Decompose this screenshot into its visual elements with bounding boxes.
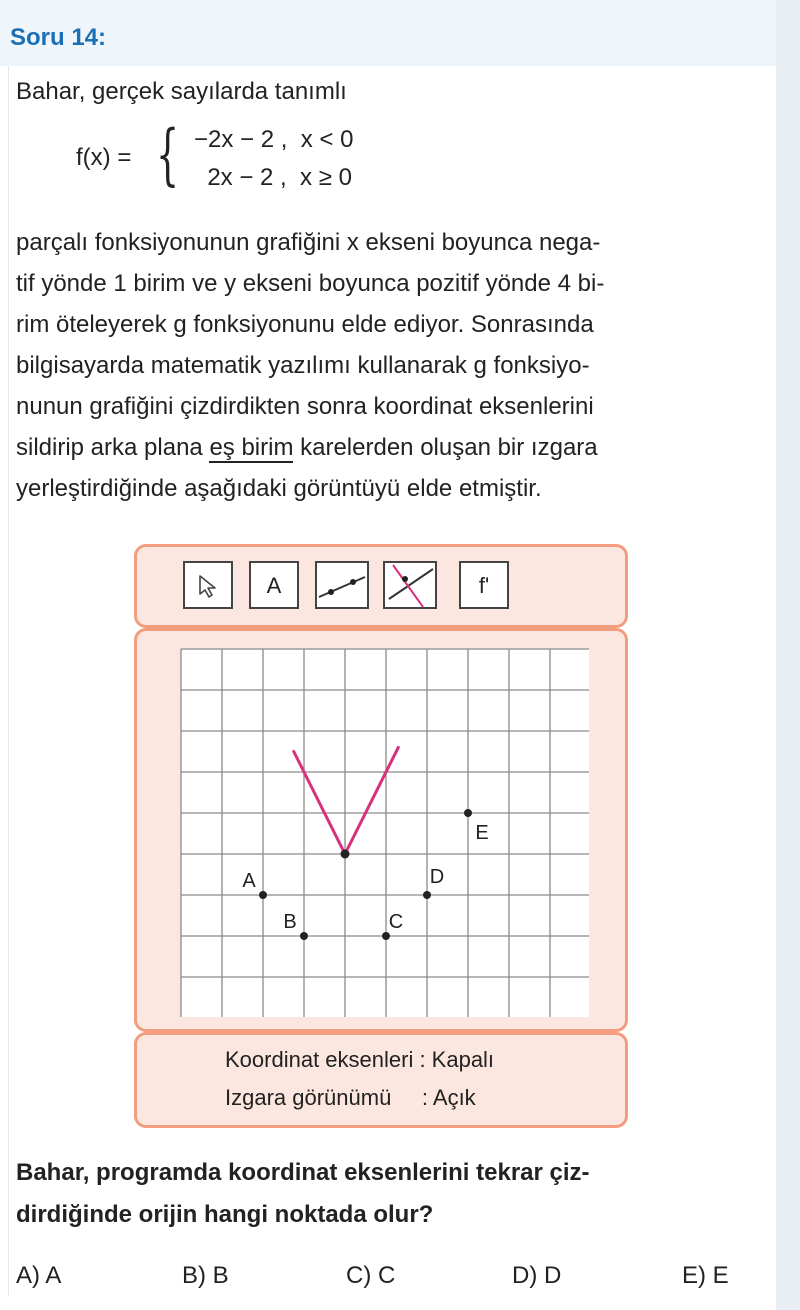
point-label-a: A [242, 870, 256, 892]
paragraph-line: bilgisayarda matematik yazılımı kullanarak g fonksiyo- [16, 352, 590, 379]
point-label-e: E [475, 822, 489, 844]
answer-a[interactable]: A) A [16, 1262, 62, 1289]
software-toolbar [134, 544, 628, 628]
point-label-d: D [429, 866, 445, 888]
intro-text: Bahar, gerçek sayılarda tanımlı [16, 78, 347, 105]
problem-paragraph [16, 222, 746, 509]
point-d [423, 891, 431, 899]
paragraph-line: yerleştirdiğinde aşağıdaki görüntüyü elde etmiştir. [16, 475, 542, 502]
answer-b[interactable]: B) B [182, 1262, 229, 1289]
piecewise-formula [76, 118, 476, 198]
question-header [0, 0, 776, 66]
formula-lhs: f(x) = [76, 144, 132, 171]
segment-tool[interactable] [315, 561, 369, 609]
math-software-window [134, 544, 626, 1128]
intersect-tool[interactable] [383, 561, 437, 609]
answer-d[interactable]: D) D [512, 1262, 562, 1289]
paragraph-text: sildirip arka plana [16, 434, 210, 461]
point-c [382, 932, 390, 940]
formula-case-1: −2x − 2 , x < 0 [194, 126, 354, 153]
derivative-tool[interactable] [459, 561, 509, 609]
arrow-cursor-icon [185, 563, 231, 607]
question-text [16, 1152, 590, 1236]
formula-brace: { [156, 116, 180, 193]
text-tool-label: A [266, 573, 282, 598]
point-b [300, 932, 308, 940]
segment-icon [317, 563, 367, 607]
paragraph-line: tif yönde 1 birim ve y ekseni boyunca pozitif yönde 4 bi- [16, 270, 605, 297]
point-label-b: B [283, 911, 297, 933]
formula-case-2: 2x − 2 , x ≥ 0 [194, 164, 352, 191]
paragraph-text: karelerden oluşan bir ızgara [293, 434, 598, 461]
grid-setting: Izgara görünümü : Açık [225, 1085, 476, 1110]
axes-setting: Koordinat eksenleri : Kapalı [225, 1047, 495, 1072]
question-number: Soru 14: [10, 24, 107, 51]
question-line: Bahar, programda koordinat eksenlerini tekrar çiz- [16, 1159, 590, 1186]
paragraph-line [16, 427, 746, 468]
paragraph-line: rim öteleyerek g fonksiyonunu elde ediyor. Sonrasında [16, 311, 594, 338]
underlined-term: eş birim [209, 434, 294, 461]
derivative-tool-label: f' [478, 573, 490, 598]
paragraph-line: parçalı fonksiyonunun grafiğini x ekseni boyunca nega- [16, 229, 601, 256]
cursor-tool[interactable] [183, 561, 233, 609]
grid-background [181, 649, 589, 1017]
point-a [259, 891, 267, 899]
paragraph-line: nunun grafiğini çizdirdikten sonra koordinat eksenlerini [16, 393, 594, 420]
answer-c[interactable]: C) C [346, 1262, 396, 1289]
point-label-c: C [388, 911, 404, 933]
point-e [464, 809, 472, 817]
graph-canvas-panel [134, 628, 628, 1032]
settings-panel [134, 1032, 628, 1128]
grid-canvas[interactable] [179, 647, 589, 1017]
graph-vertex-point [341, 850, 350, 859]
question-line: dirdiğinde orijin hangi noktada olur? [16, 1201, 434, 1228]
answer-e[interactable]: E) E [682, 1262, 729, 1289]
intersect-lines-icon [385, 563, 435, 607]
text-tool[interactable] [249, 561, 299, 609]
